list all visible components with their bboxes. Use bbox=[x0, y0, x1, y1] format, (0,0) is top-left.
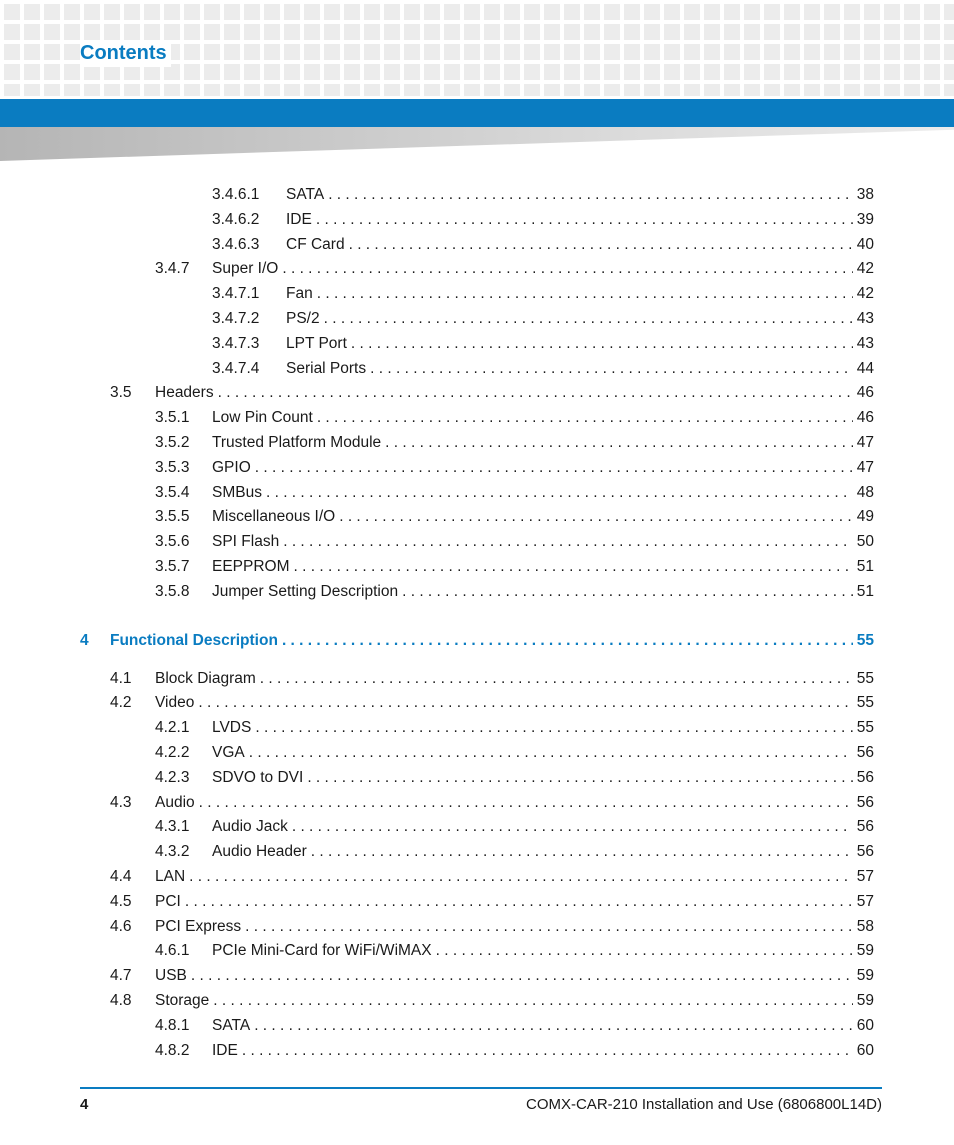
footer-rule bbox=[80, 1087, 882, 1089]
toc-entry-title[interactable]: SMBus bbox=[212, 483, 262, 501]
toc-entry-title[interactable]: Functional Description bbox=[110, 631, 278, 649]
toc-entry-page[interactable]: 49 bbox=[856, 508, 874, 526]
toc-entry-number: 3.5.3 bbox=[155, 458, 190, 476]
toc-entry-title[interactable]: LVDS bbox=[212, 719, 252, 737]
toc-entry-title[interactable]: LAN bbox=[155, 868, 186, 885]
toc-entry-title[interactable]: Trusted Platform Module bbox=[212, 434, 382, 451]
page-title: Contents bbox=[80, 40, 171, 67]
toc-entry-page[interactable]: 43 bbox=[856, 334, 874, 352]
toc-dot-leader bbox=[255, 716, 852, 740]
toc-entry[interactable] bbox=[0, 815, 954, 839]
toc-entry-page[interactable]: 56 bbox=[856, 768, 874, 786]
toc-entry-number: 4.1 bbox=[110, 669, 132, 687]
toc-entry-number: 4 bbox=[80, 631, 89, 649]
toc-entry-number: 4.6.1 bbox=[155, 942, 190, 960]
toc-entry[interactable] bbox=[0, 505, 954, 529]
toc-entry-title[interactable]: USB bbox=[155, 967, 187, 985]
toc-entry-number: 3.5.5 bbox=[155, 508, 190, 526]
toc-entry[interactable] bbox=[0, 766, 954, 790]
toc-entry-title[interactable]: EEPPROM bbox=[212, 558, 290, 575]
toc-entry[interactable] bbox=[0, 939, 954, 963]
toc-entry[interactable] bbox=[0, 233, 954, 257]
toc-entry-number: 3.4.6.2 bbox=[212, 210, 260, 228]
toc-entry-number: 3.5.6 bbox=[155, 533, 190, 551]
toc-entry-page[interactable]: 44 bbox=[856, 359, 874, 377]
toc-entry[interactable] bbox=[0, 580, 954, 604]
toc-entry[interactable] bbox=[0, 307, 954, 331]
toc-entry-title[interactable]: IDE bbox=[286, 210, 312, 228]
toc-entry[interactable] bbox=[0, 840, 954, 864]
toc-entry[interactable] bbox=[0, 332, 954, 356]
toc-entry-number: 3.4.7.3 bbox=[212, 334, 260, 352]
toc-entry-title[interactable]: CF Card bbox=[286, 235, 345, 253]
toc-entry[interactable] bbox=[0, 257, 954, 281]
toc-entry[interactable] bbox=[0, 431, 954, 455]
toc-entry[interactable] bbox=[0, 381, 954, 405]
toc-entry-page[interactable]: 60 bbox=[856, 1041, 874, 1059]
toc-entry-number: 4.8.2 bbox=[155, 1041, 190, 1059]
toc-entry-page[interactable]: 43 bbox=[856, 310, 874, 327]
toc-entry-page[interactable]: 39 bbox=[856, 210, 874, 228]
toc-entry[interactable] bbox=[0, 1014, 954, 1038]
toc-entry-page[interactable]: 55 bbox=[856, 631, 874, 649]
toc-entry-title[interactable]: SATA bbox=[286, 186, 325, 203]
toc-entry-title[interactable]: Super I/O bbox=[212, 260, 279, 278]
toc-entry-number: 3.4.7.4 bbox=[212, 359, 260, 377]
toc-entry-page[interactable]: 55 bbox=[856, 669, 874, 687]
toc-entry[interactable] bbox=[0, 716, 954, 740]
toc-dot-leader bbox=[242, 1039, 853, 1063]
toc-entry-page[interactable]: 58 bbox=[856, 917, 874, 935]
toc-dot-leader bbox=[283, 530, 853, 554]
toc-entry-title[interactable]: PCIe Mini-Card for WiFi/WiMAX bbox=[212, 942, 432, 960]
toc-entry-number: 3.4.6.3 bbox=[212, 235, 260, 253]
toc-entry-number: 4.3 bbox=[110, 793, 132, 811]
toc-entry-number: 4.8.1 bbox=[155, 1016, 190, 1034]
toc-entry-title[interactable]: SPI Flash bbox=[212, 533, 280, 551]
toc-entry[interactable] bbox=[0, 791, 954, 815]
toc-dot-leader bbox=[260, 667, 853, 691]
toc-entry[interactable] bbox=[0, 555, 954, 579]
header-gray-swoosh bbox=[0, 127, 954, 161]
toc-entry[interactable] bbox=[0, 1039, 954, 1063]
toc-entry-title[interactable]: VGA bbox=[212, 744, 245, 761]
toc-entry-page[interactable]: 57 bbox=[856, 892, 874, 910]
toc-entry-page[interactable]: 55 bbox=[856, 719, 874, 737]
toc-dot-leader bbox=[282, 257, 852, 281]
toc-dot-leader bbox=[349, 233, 853, 257]
toc-entry-title[interactable]: Audio Header bbox=[212, 843, 307, 861]
toc-dot-leader bbox=[317, 406, 853, 430]
toc-dot-leader bbox=[213, 989, 852, 1013]
toc-entry-page[interactable]: 47 bbox=[856, 434, 874, 451]
toc-dot-leader bbox=[254, 1014, 853, 1038]
toc-entry-page[interactable]: 56 bbox=[856, 744, 874, 761]
toc-entry-title[interactable]: Storage bbox=[155, 992, 210, 1009]
header-blue-band bbox=[0, 99, 954, 127]
toc-entry-page[interactable]: 42 bbox=[856, 285, 874, 303]
toc-entry[interactable] bbox=[0, 989, 954, 1013]
toc-entry-page[interactable]: 59 bbox=[856, 967, 874, 985]
toc-entry-page[interactable]: 51 bbox=[856, 558, 874, 575]
toc-entry-number: 3.5.4 bbox=[155, 483, 190, 501]
toc-entry-title[interactable]: PCI bbox=[155, 892, 181, 910]
toc-entry-page[interactable]: 46 bbox=[856, 409, 874, 427]
toc-entry[interactable] bbox=[0, 481, 954, 505]
toc-dot-leader bbox=[385, 431, 853, 455]
toc-entry-page[interactable]: 40 bbox=[856, 235, 874, 253]
toc-entry[interactable] bbox=[0, 691, 954, 715]
toc-entry-number: 3.5.2 bbox=[155, 434, 190, 451]
toc-entry-title[interactable]: Serial Ports bbox=[286, 359, 367, 377]
toc-entry[interactable] bbox=[0, 915, 954, 939]
toc-dot-leader bbox=[198, 691, 852, 715]
toc-entry-page[interactable]: 57 bbox=[856, 868, 874, 885]
toc-entry-title[interactable]: SDVO to DVI bbox=[212, 768, 304, 786]
toc-entry-title[interactable]: Video bbox=[155, 694, 195, 712]
toc-dot-leader bbox=[339, 505, 853, 529]
toc-entry-title[interactable]: IDE bbox=[212, 1041, 238, 1059]
toc-entry-title[interactable]: Jumper Setting Description bbox=[212, 582, 399, 600]
toc-entry-number: 3.5 bbox=[110, 384, 132, 402]
toc-entry[interactable] bbox=[0, 282, 954, 306]
toc-entry-page[interactable]: 38 bbox=[856, 186, 874, 203]
toc-chapter-entry[interactable] bbox=[0, 629, 954, 653]
toc-entry[interactable] bbox=[0, 964, 954, 988]
toc-entry-page[interactable]: 50 bbox=[856, 533, 874, 551]
toc-entry-page[interactable]: 51 bbox=[856, 582, 874, 600]
toc-entry-number: 4.5 bbox=[110, 892, 132, 910]
toc-entry-number: 3.4.6.1 bbox=[212, 186, 260, 203]
toc-entry-number: 3.5.8 bbox=[155, 582, 190, 600]
toc-entry-page[interactable]: 59 bbox=[856, 942, 874, 960]
toc-dot-leader bbox=[294, 555, 853, 579]
toc-dot-leader bbox=[199, 791, 853, 815]
footer-document-title: COMX-CAR-210 Installation and Use (6806800L14D) bbox=[525, 1096, 882, 1113]
toc-dot-leader bbox=[436, 939, 853, 963]
toc-entry[interactable] bbox=[0, 208, 954, 232]
toc-dot-leader bbox=[307, 766, 852, 790]
toc-entry-number: 3.5.7 bbox=[155, 558, 190, 575]
toc-entry-title[interactable]: Block Diagram bbox=[155, 669, 256, 687]
footer-page-number: 4 bbox=[80, 1096, 89, 1113]
toc-entry[interactable] bbox=[0, 530, 954, 554]
toc-dot-leader bbox=[317, 282, 853, 306]
toc-dot-leader bbox=[218, 381, 853, 405]
toc-entry-number: 4.4 bbox=[110, 868, 132, 885]
toc-dot-leader bbox=[185, 890, 853, 914]
toc-entry-page[interactable]: 46 bbox=[856, 384, 874, 402]
toc-dot-leader bbox=[266, 481, 853, 505]
toc-entry[interactable] bbox=[0, 456, 954, 480]
toc-dot-leader bbox=[292, 815, 853, 839]
toc-entry-number: 3.4.7.2 bbox=[212, 310, 260, 327]
toc-entry-title[interactable]: LPT Port bbox=[286, 334, 347, 352]
toc-entry-number: 4.6 bbox=[110, 917, 132, 935]
toc-entry-title[interactable]: GPIO bbox=[212, 458, 251, 476]
toc-entry-number: 4.3.1 bbox=[155, 818, 190, 836]
toc-entry-page[interactable]: 48 bbox=[856, 483, 874, 501]
toc-entry-title[interactable]: Fan bbox=[286, 285, 313, 303]
toc-entry[interactable] bbox=[0, 667, 954, 691]
toc-dot-leader bbox=[249, 741, 853, 765]
toc-entry-number: 4.2.3 bbox=[155, 768, 190, 786]
toc-dot-leader bbox=[402, 580, 853, 604]
toc-dot-leader bbox=[316, 208, 853, 232]
toc-dot-leader bbox=[282, 629, 853, 653]
toc-entry-page[interactable]: 42 bbox=[856, 260, 874, 278]
toc-entry-page[interactable]: 56 bbox=[856, 843, 874, 861]
toc-entry-number: 4.3.2 bbox=[155, 843, 190, 861]
toc-entry-title[interactable]: Miscellaneous I/O bbox=[212, 508, 336, 526]
toc-entry[interactable] bbox=[0, 890, 954, 914]
toc-entry[interactable] bbox=[0, 865, 954, 889]
toc-entry-number: 3.4.7 bbox=[155, 260, 190, 278]
toc-dot-leader bbox=[191, 964, 853, 988]
toc-entry[interactable] bbox=[0, 357, 954, 381]
toc-entry-title[interactable]: PCI Express bbox=[155, 917, 242, 935]
toc-entry-page[interactable]: 55 bbox=[856, 694, 874, 712]
toc-entry[interactable] bbox=[0, 741, 954, 765]
toc-entry-title[interactable]: Low Pin Count bbox=[212, 409, 313, 427]
toc-entry-number: 3.5.1 bbox=[155, 409, 190, 427]
toc-dot-leader bbox=[328, 183, 853, 207]
toc-entry-number: 4.2.2 bbox=[155, 744, 190, 761]
toc-entry-page[interactable]: 59 bbox=[856, 992, 874, 1009]
toc-entry[interactable] bbox=[0, 406, 954, 430]
toc-entry-number: 4.8 bbox=[110, 992, 132, 1009]
toc-entry-page[interactable]: 47 bbox=[856, 458, 874, 476]
toc-entry-number: 3.4.7.1 bbox=[212, 285, 260, 303]
toc-dot-leader bbox=[189, 865, 853, 889]
toc-entry-number: 4.2 bbox=[110, 694, 132, 712]
toc-entry-number: 4.7 bbox=[110, 967, 132, 985]
toc-entry-page[interactable]: 60 bbox=[856, 1016, 874, 1034]
toc-dot-leader bbox=[351, 332, 853, 356]
toc-dot-leader bbox=[324, 307, 853, 331]
toc-dot-leader bbox=[245, 915, 853, 939]
toc-entry-title[interactable]: PS/2 bbox=[286, 310, 320, 327]
toc-entry[interactable] bbox=[0, 183, 954, 207]
toc-entry-page[interactable]: 56 bbox=[856, 818, 874, 836]
toc-dot-leader bbox=[311, 840, 853, 864]
toc-dot-leader bbox=[255, 456, 853, 480]
toc-entry-title[interactable]: Headers bbox=[155, 384, 214, 402]
toc-entry-page[interactable]: 56 bbox=[856, 793, 874, 811]
toc-entry-title[interactable]: Audio bbox=[155, 793, 195, 811]
toc-dot-leader bbox=[370, 357, 853, 381]
toc-entry-number: 4.2.1 bbox=[155, 719, 190, 737]
toc-entry-title[interactable]: Audio Jack bbox=[212, 818, 288, 836]
toc-entry-title[interactable]: SATA bbox=[212, 1016, 251, 1034]
